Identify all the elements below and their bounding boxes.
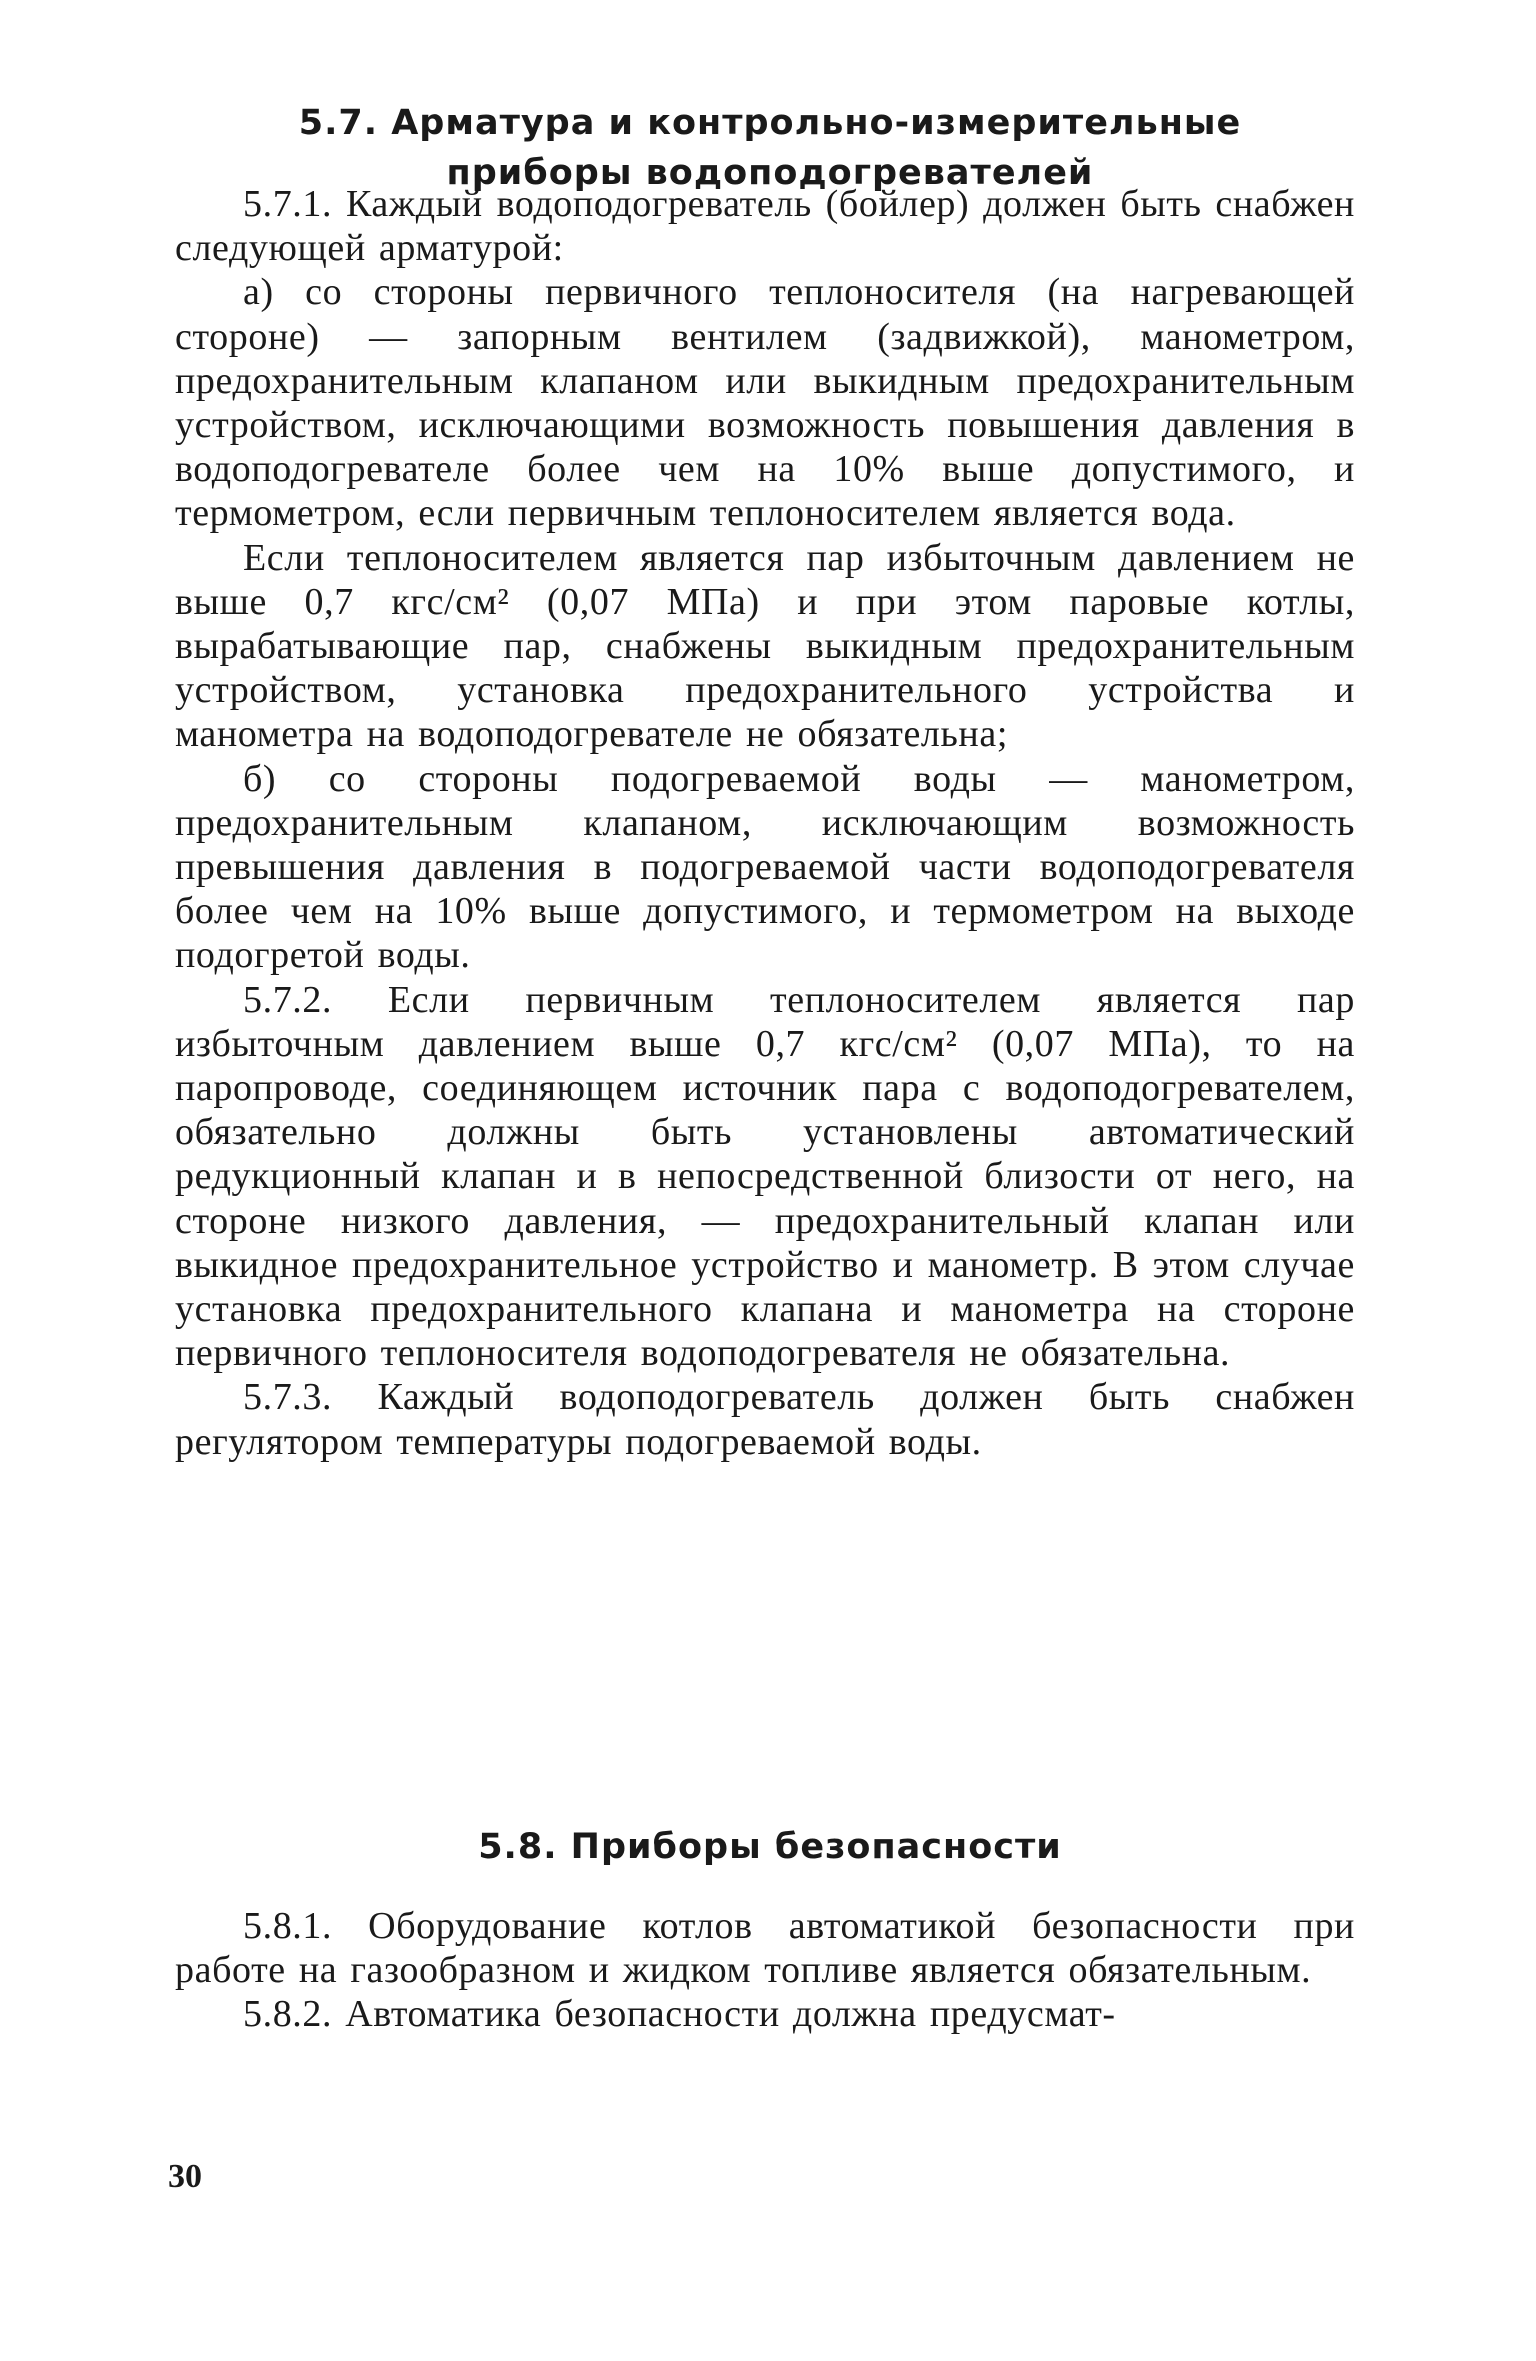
paragraph-5-7-2: 5.7.2. Если первичным теплоносителем является пар избыточным давлением выше 0,7 кгс/см² (0,07 МПа), то на паропроводе, соединяющем источник пара с водоподогревателем, обязательно должны быть установлены автоматический редукционный клапан и в непосредственной близости от него, на стороне низкого давления, — предохранительный клапан или выкидное предохранительное устройство и манометр. В этом случае установка предохранительного клапана и манометра на стороне первичного теплоносителя водоподогревателя не обязательна. xyxy=(175,978,1355,1375)
paragraph-5-7-1-a: а) со стороны первичного теплоносителя (на нагревающей стороне) — запорным вентилем (задвижкой), манометром, предохранительным клапаном или выкидным предохранительным устройством, исключающими возможность повышения давления в водоподогревателе более чем на 10% выше допустимого, и термометром, если первичным теплоносителем является вода. xyxy=(175,271,1355,535)
section-heading-5-7-line-1: 5.7. Арматура и контрольно-измерительные xyxy=(298,103,1242,143)
section-5-7-body xyxy=(175,182,1355,1464)
section-5-8-body xyxy=(175,1904,1355,2037)
paragraph-5-8-1: 5.8.1. Оборудование котлов автоматикой безопасности при работе на газообразном и жидком топливе является обязательным. xyxy=(175,1905,1355,1992)
paragraph-5-7-1: 5.7.1. Каждый водоподогреватель (бойлер) должен быть снабжен следующей арматурой: xyxy=(175,183,1355,270)
section-heading-5-7-line-2: приборы водоподогревателей xyxy=(446,153,1094,193)
section-heading-5-8 xyxy=(175,1822,1365,1872)
section-heading-5-8-line: 5.8. Приборы безопасности xyxy=(478,1827,1062,1867)
paragraph-5-7-3: 5.7.3. Каждый водоподогреватель должен быть снабжен регулятором температуры подогреваемой воды. xyxy=(175,1376,1355,1463)
paragraph-5-8-2: 5.8.2. Автоматика безопасности должна предусмат- xyxy=(243,1993,1116,2036)
paragraph-5-7-1-steam-note: Если теплоносителем является пар избыточным давлением не выше 0,7 кгс/см² (0,07 МПа) и при этом паровые котлы, вырабатывающие пар, снабжены выкидным предохранительным устройством, установка предохранительного устройства и манометра на водоподогревателе не обязательна; xyxy=(175,536,1355,756)
page-number: 30 xyxy=(168,2158,202,2195)
paragraph-5-7-1-b: б) со стороны подогреваемой воды — манометром, предохранительным клапаном, исключающим возможность превышения давления в подогреваемой части водоподогревателя более чем на 10% выше допустимого, и термометром на выходе подогретой воды. xyxy=(175,757,1355,977)
